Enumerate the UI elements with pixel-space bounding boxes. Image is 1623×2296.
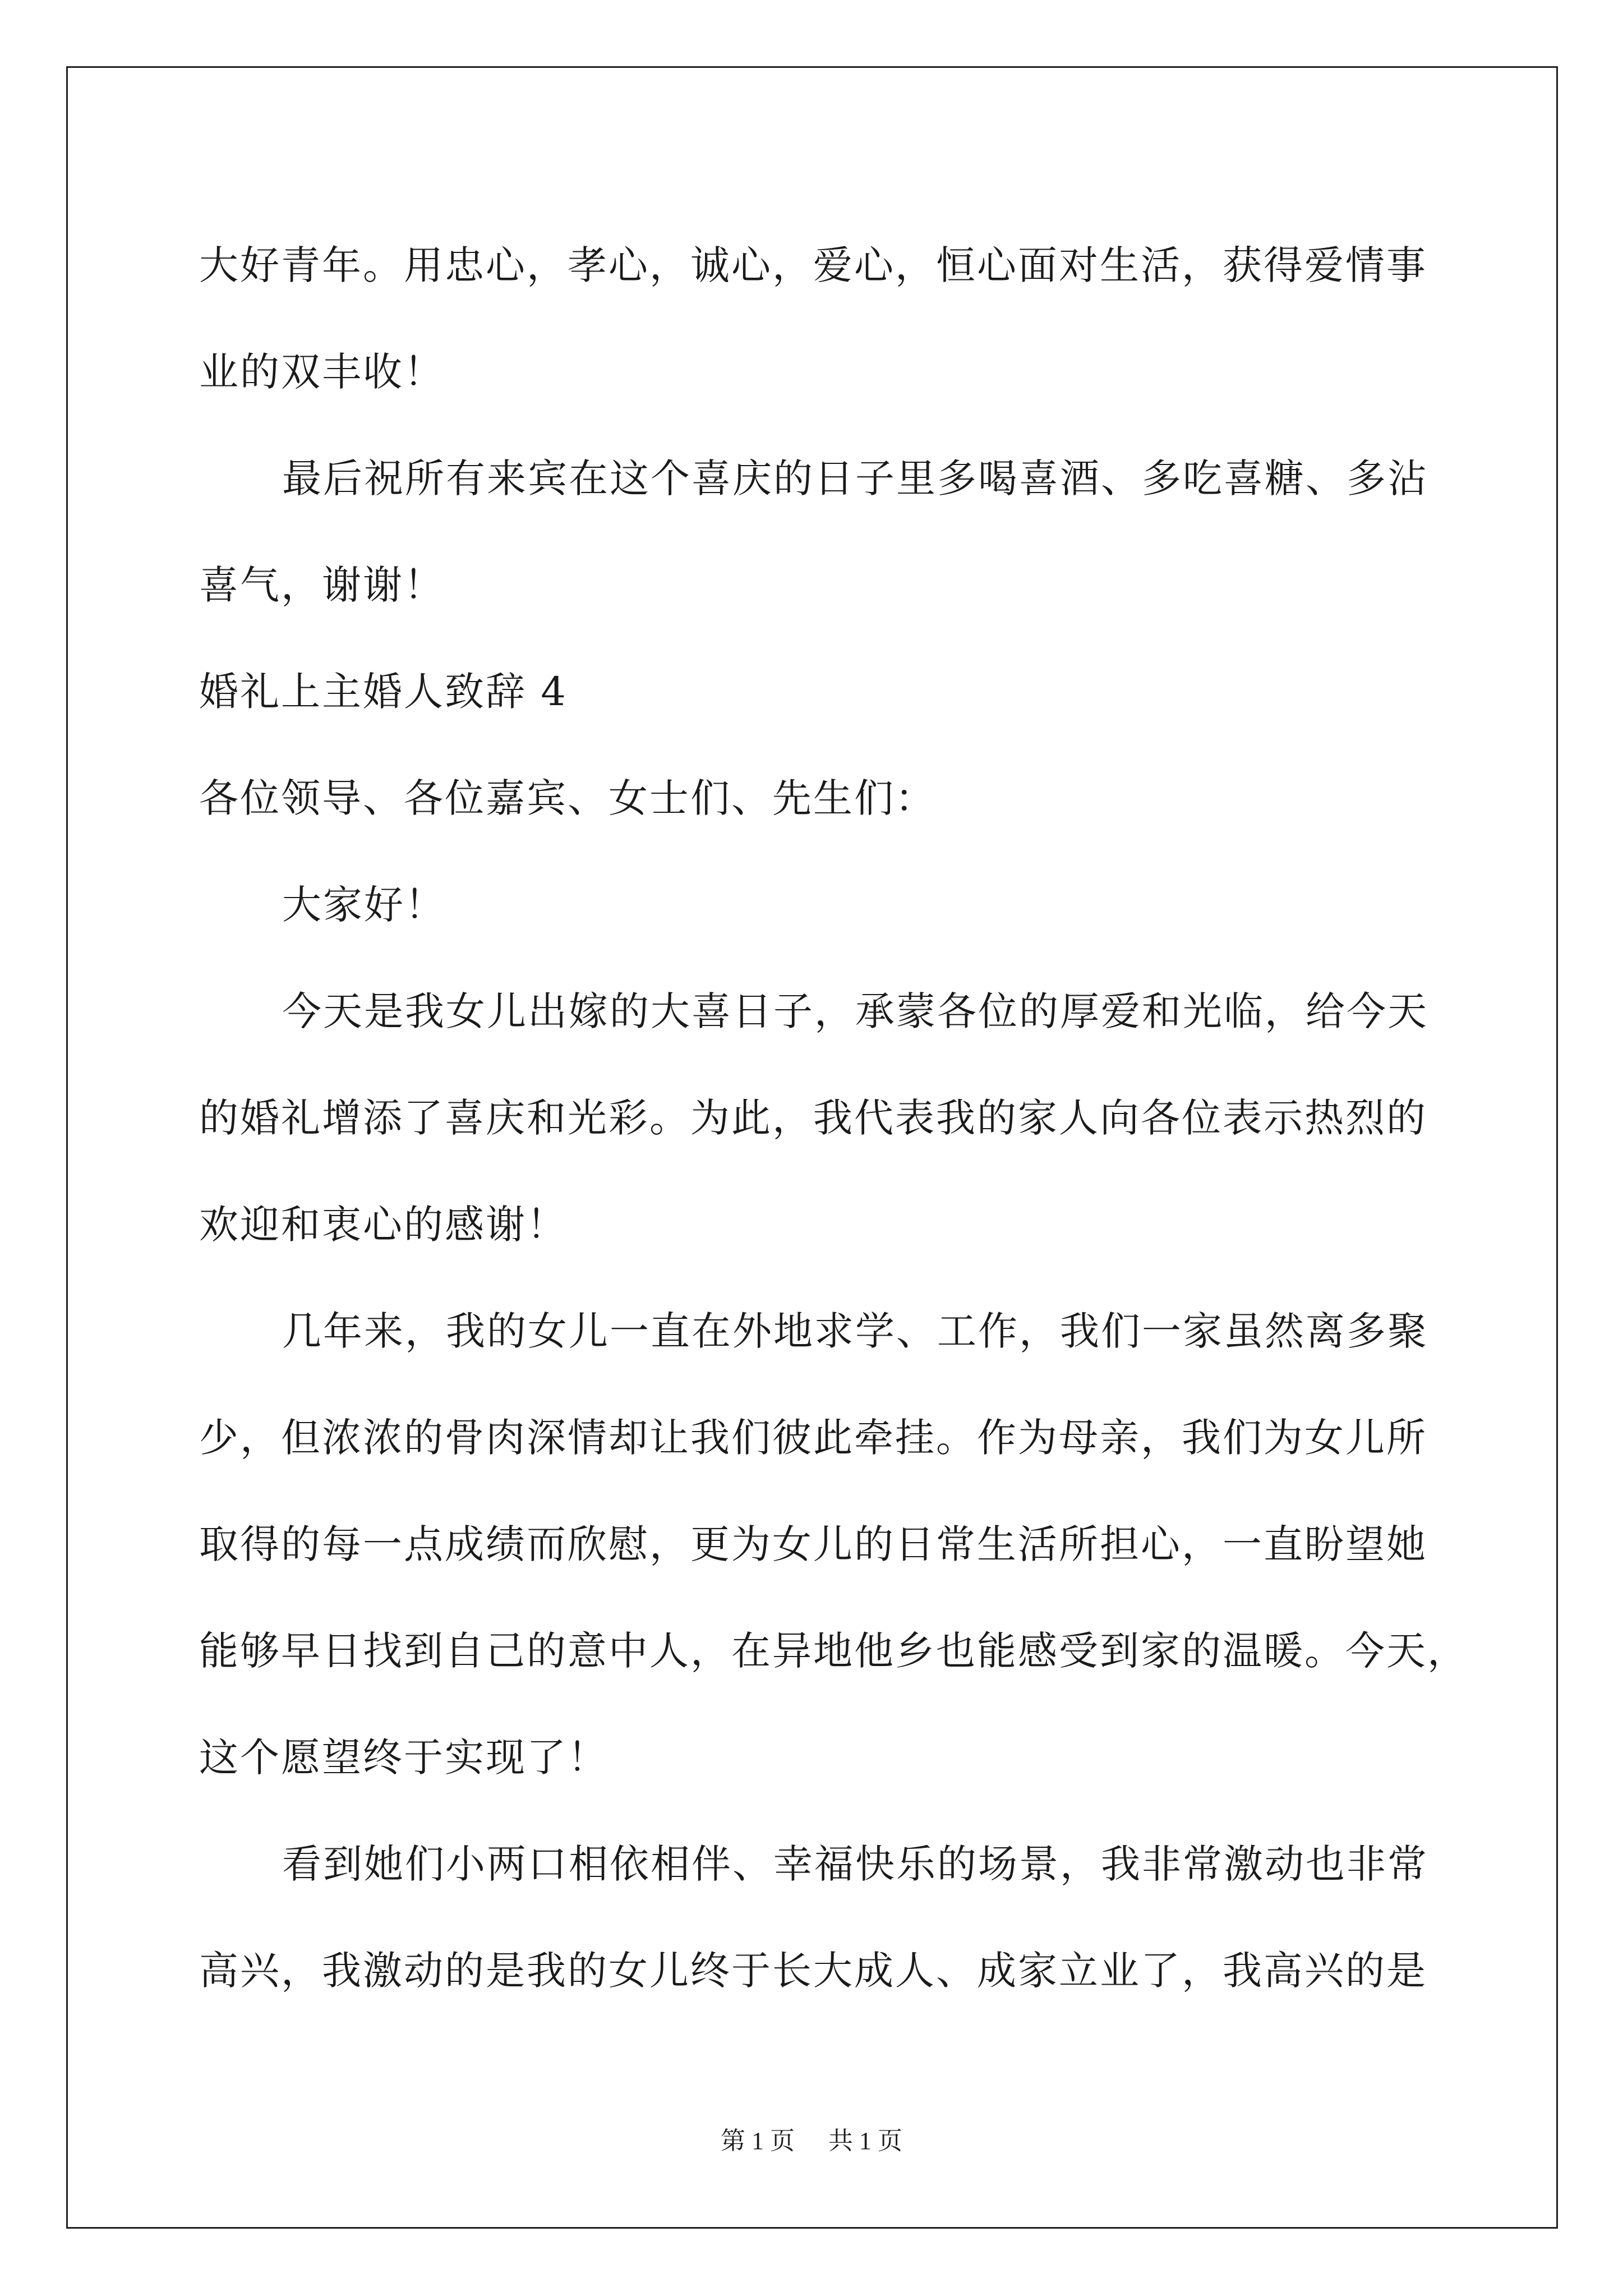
text-line: 欢迎和衷心的感谢！ xyxy=(199,1202,568,1248)
text-line: 看到她们小两口相依相伴、幸福快乐的场景，我非常激动也非常 xyxy=(282,1841,1428,1887)
page-number-current: 第 1 页 xyxy=(721,2127,795,2155)
greeting: 大家好！ xyxy=(282,882,446,928)
page-number-total: 共 1 页 xyxy=(828,2127,902,2155)
page-footer xyxy=(0,2124,1623,2158)
text-line: 喜气，谢谢！ xyxy=(199,562,445,608)
text-line: 能够早日找到自己的意中人，在异地他乡也能感受到家的温暖。今天， xyxy=(199,1628,1468,1674)
text-line: 大好青年。用忠心，孝心，诚心，爱心，恒心面对生活，获得爱情事 xyxy=(199,242,1427,288)
text-line: 取得的每一点成绩而欣慰，更为女儿的日常生活所担心，一直盼望她 xyxy=(199,1521,1427,1567)
text-line: 少，但浓浓的骨肉深情却让我们彼此牵挂。作为母亲，我们为女儿所 xyxy=(199,1415,1427,1461)
salutation: 各位领导、各位嘉宾、女士们、先生们： xyxy=(199,775,936,821)
text-line: 的婚礼增添了喜庆和光彩。为此，我代表我的家人向各位表示热烈的 xyxy=(199,1095,1427,1141)
text-line: 最后祝所有来宾在这个喜庆的日子里多喝喜酒、多吃喜糖、多沾 xyxy=(282,455,1428,501)
text-line: 业的双丰收！ xyxy=(199,349,445,395)
document-body xyxy=(199,212,1468,2024)
text-line: 这个愿望终于实现了！ xyxy=(199,1734,608,1780)
section-heading: 婚礼上主婚人致辞 4 xyxy=(199,669,568,715)
text-line: 高兴，我激动的是我的女儿终于长大成人、成家立业了，我高兴的是 xyxy=(199,1948,1427,1994)
text-line: 几年来，我的女儿一直在外地求学、工作，我们一家虽然离多聚 xyxy=(282,1308,1428,1354)
text-line: 今天是我女儿出嫁的大喜日子，承蒙各位的厚爱和光临，给今天 xyxy=(282,988,1428,1034)
